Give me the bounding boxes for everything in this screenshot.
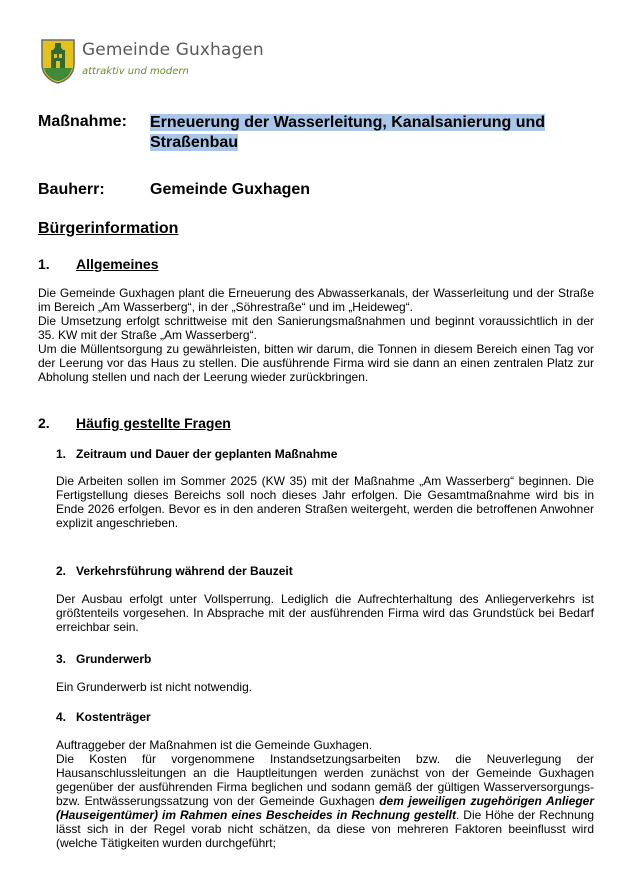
- question-4-number: 4.: [56, 710, 67, 724]
- question-3-title: Grunderwerb: [76, 652, 152, 666]
- section-1-paragraph-1: Die Gemeinde Guxhagen plant die Erneuerung des Abwasserkanals, der Wasserleitung und der Straße im Bereich „Am Wasserberg“, in der „Söhrestraße“ und im „Heideweg“.: [38, 286, 594, 314]
- section-2-title: Häufig gestellte Fragen: [76, 415, 231, 431]
- measure-value: [150, 113, 590, 153]
- question-1-number: 1.: [56, 447, 67, 461]
- logo-tagline: attraktiv und modern: [82, 66, 189, 77]
- question-4-text-2-emphasis: dem jeweiligen zugehörigen Anlieger (Hauseigentümer) im Rahmen eines Bescheides in Rechnung gestellt: [56, 794, 594, 822]
- question-1-text: Die Arbeiten sollen im Sommer 2025 (KW 35) mit der Maßnahme „Am Wasserberg“ beginnen. Die Fertigstellung dieses Bereichs soll noch dieses Jahr erfolgen. Die Gesamtmaßnahme wird bis in Ende 2026 erfolgen. Bevor es in den anderen Straßen weitergeht, werden die betroffenen Anwohner explizit angeschrieben.: [56, 474, 594, 530]
- coat-of-arms-icon: [40, 38, 76, 84]
- section-1-paragraph-3: Um die Müllentsorgung zu gewährleisten, bitten wir darum, die Tonnen in diesem Bereich einen Tag vor der Leerung vor das Haus zu stellen. Die ausführende Firma wird sie dann an einen zentralen Platz zur Abholung stellen und nach der Leerung wieder zurückbringen.: [38, 342, 594, 384]
- question-4-text-2: [56, 752, 594, 850]
- document-title: Bürgerinformation: [38, 220, 179, 237]
- owner-label: Bauherr:: [38, 181, 105, 198]
- measure-value-text: Erneuerung der Wasserleitung, Kanalsanierung und Straßenbau: [150, 114, 546, 151]
- section-2-number: 2.: [38, 415, 50, 431]
- section-1-title: Allgemeines: [76, 256, 159, 272]
- owner-value: Gemeinde Guxhagen: [150, 181, 311, 198]
- question-2-number: 2.: [56, 564, 67, 578]
- question-4-title: Kostenträger: [76, 710, 151, 724]
- logo-name: Gemeinde Guxhagen: [82, 40, 264, 60]
- question-3-text: Ein Grunderwerb ist nicht notwendig.: [56, 680, 253, 694]
- municipality-logo: [40, 38, 264, 86]
- section-1-paragraph-2: Die Umsetzung erfolgt schrittweise mit den Sanierungsmaßnahmen und beginnt voraussichtlich in der 35. KW mit der Straße „Am Wasserberg“.: [38, 314, 594, 342]
- section-1-number: 1.: [38, 256, 50, 272]
- question-4-text-2a: Die Kosten für vorgenommene Instandsetzungsarbeiten bzw. die Neuverlegung der Hausanschlussleitungen an die Hauptleitungen werden zunächst von der Gemeinde Guxhagen gegenüber der ausführenden Firma beglichen und sodann gemäß der gültigen Wasserversorgungs- bzw. Entwässerungssatzung von der Gemeinde Guxhagen: [56, 752, 594, 808]
- question-4-text-1: Auftraggeber der Maßnahmen ist die Gemeinde Guxhagen.: [56, 738, 373, 752]
- measure-label: Maßnahme:: [38, 113, 127, 130]
- question-1-title: Zeitraum und Dauer der geplanten Maßnahme: [76, 447, 338, 461]
- question-3-number: 3.: [56, 652, 67, 666]
- question-2-title: Verkehrsführung während der Bauzeit: [76, 564, 293, 578]
- question-4-text-2c: . Die Höhe der Rechnung lässt sich in der Regel vorab nicht schätzen, da diese von mehreren Faktoren beeinflusst wird (welche Tätigkeiten wurden durchgeführt;: [56, 808, 594, 850]
- question-2-text: Der Ausbau erfolgt unter Vollsperrung. Lediglich die Aufrechterhaltung des Anliegerverkehrs ist größtenteils vorgesehen. In Absprache mit der ausführenden Firma wird das Grundstück bei Bedarf erreichbar sein.: [56, 592, 594, 634]
